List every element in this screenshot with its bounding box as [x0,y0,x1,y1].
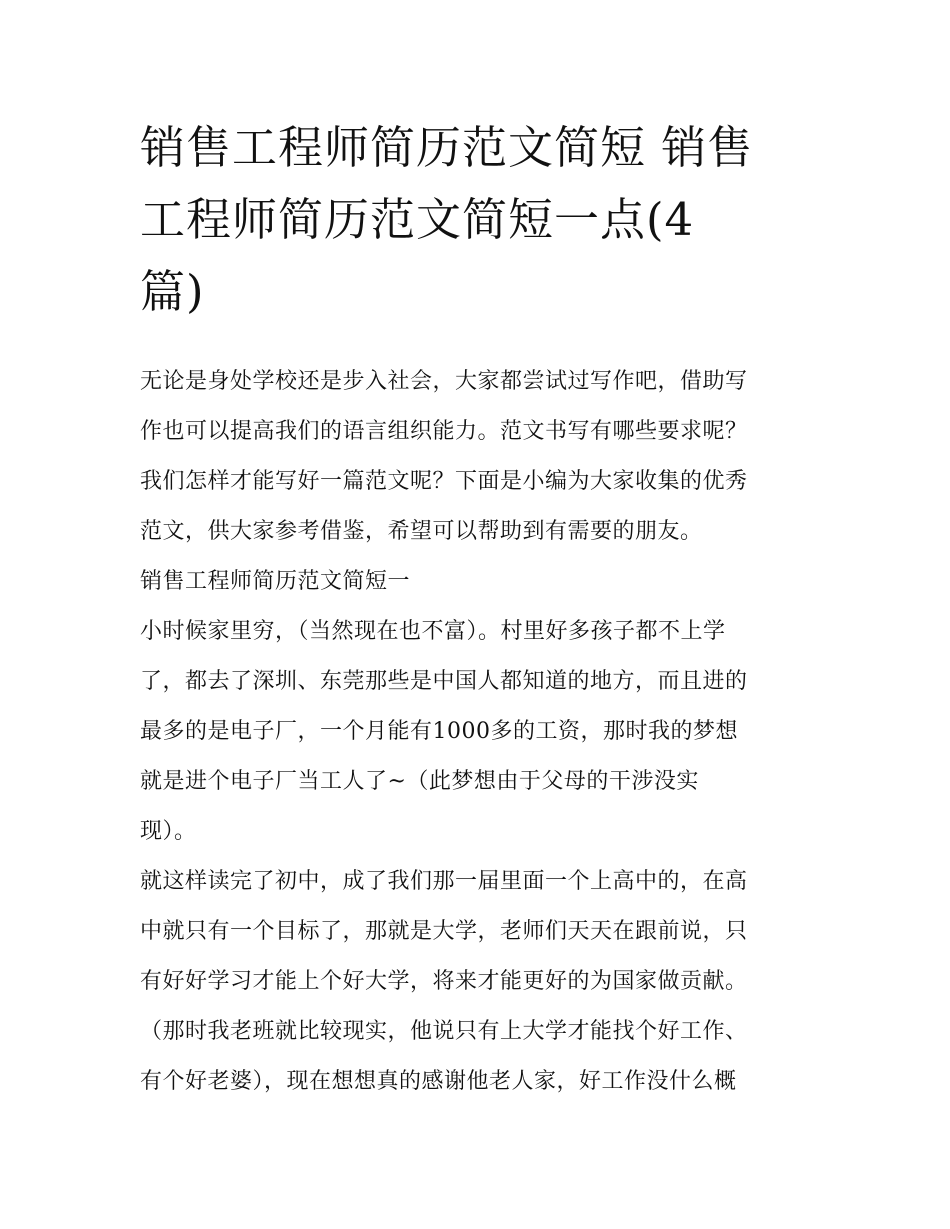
body-line: 就这样读完了初中，成了我们那一届里面一个上高中的，在高 [140,869,748,894]
body-line: 范文，供大家参考借鉴，希望可以帮助到有需要的朋友。 [140,519,703,544]
title-line-3: 篇) [140,265,205,318]
body-line: 中就只有一个目标了，那就是大学，老师们天天在跟前说，只 [140,919,748,944]
body-line: 无论是身处学校还是步入社会，大家都尝试过写作吧，借助写 [140,369,748,394]
body-line: 最多的是电子厂，一个月能有1000多的工资，那时我的梦想 [140,719,738,744]
section-heading: 销售工程师简历范文简短一 [140,569,411,594]
body-line: 就是进个电子厂当工人了~（此梦想由于父母的干涉没实 [140,769,699,794]
body-line: 有个好老婆），现在想想真的感谢他老人家，好工作没什么概 [140,1069,737,1094]
body-line: 小时候家里穷，（当然现在也不富）。村里好多孩子都不上学 [140,619,726,644]
document-body [140,357,830,1107]
body-line: 现）。 [140,819,197,844]
body-line: 有好好学习才能上个好大学，将来才能更好的为国家做贡献。 [140,969,748,994]
body-line: 了，都去了深圳、东莞那些是中国人都知道的地方，而且进的 [140,669,748,694]
body-line: （那时我老班就比较现实，他说只有上大学才能找个好工作、 [140,1019,748,1044]
title-line-2: 工程师简历范文简短一点(4 [140,193,695,246]
title-line-1: 销售工程师简历范文简短 销售 [140,121,754,174]
document-title [140,112,830,328]
body-line: 作也可以提高我们的语言组织能力。范文书写有哪些要求呢？ [140,419,748,444]
body-line: 我们怎样才能写好一篇范文呢？下面是小编为大家收集的优秀 [140,469,748,494]
